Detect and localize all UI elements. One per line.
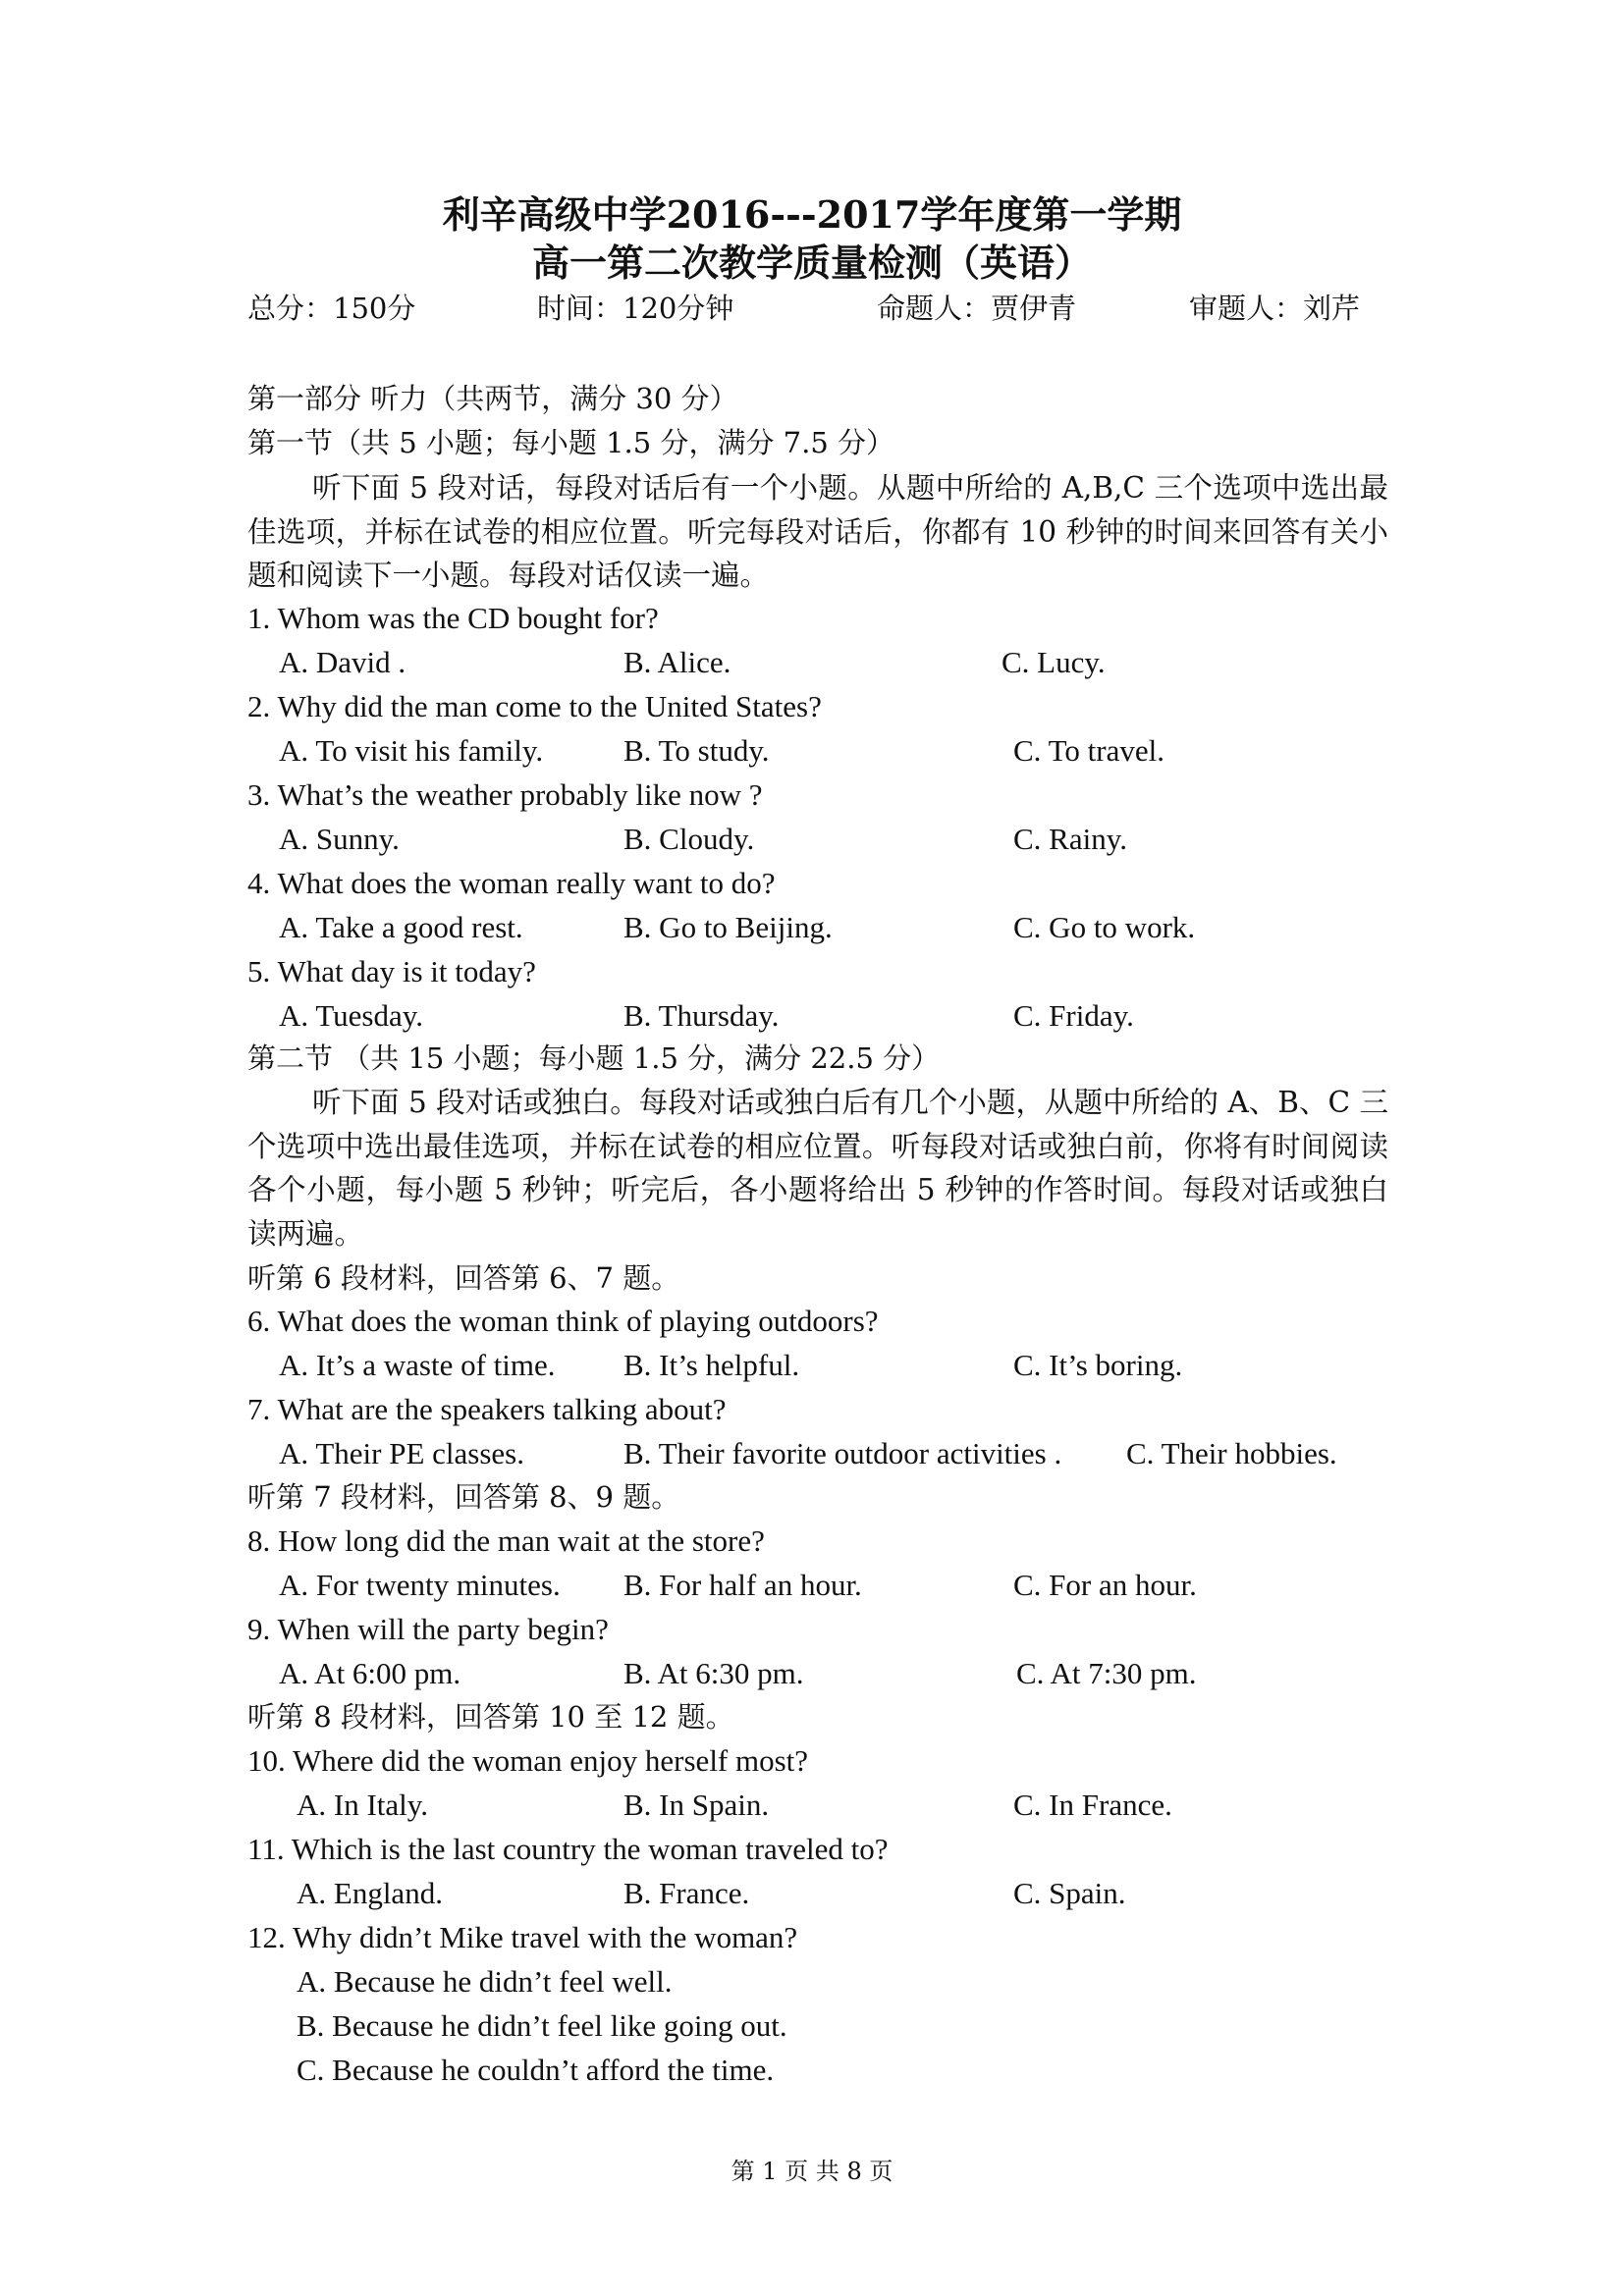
option-1c: C. Lucy. xyxy=(1001,645,1106,679)
question-6: 6. What does the woman think of playing outdoors? xyxy=(247,1304,879,1338)
part1-heading: 第一部分 听力（共两节，满分 30 分） xyxy=(247,382,738,415)
option-10a: A. In Italy. xyxy=(297,1788,429,1822)
option-5a: A. Tuesday. xyxy=(279,998,423,1033)
option-6c: C. It’s boring. xyxy=(1013,1348,1183,1382)
question-11: 11. Which is the last country the woman traveled to? xyxy=(247,1832,889,1866)
exam-title-line2: 高一第二次教学质量检测（英语） xyxy=(531,240,1092,285)
option-9b: B. At 6:30 pm. xyxy=(623,1656,804,1690)
section1-heading: 第一节（共 5 小题；每小题 1.5 分，满分 7.5 分） xyxy=(247,426,895,459)
option-1b: B. Alice. xyxy=(623,645,731,679)
option-4b: B. Go to Beijing. xyxy=(623,910,833,944)
option-10c: C. In France. xyxy=(1013,1788,1172,1822)
option-11c: C. Spain. xyxy=(1013,1876,1126,1910)
option-8b: B. For half an hour. xyxy=(623,1568,862,1602)
option-5b: B. Thursday. xyxy=(623,998,780,1033)
page-number: 第 1 页 共 8 页 xyxy=(731,2158,893,2185)
total-score: 总分：150分 xyxy=(247,292,416,325)
option-7c: C. Their hobbies. xyxy=(1126,1436,1337,1470)
question-setter: 命题人：贾伊青 xyxy=(877,292,1077,325)
option-4c: C. Go to work. xyxy=(1013,910,1196,944)
option-3a: A. Sunny. xyxy=(279,822,400,856)
question-9: 9. When will the party begin? xyxy=(247,1612,609,1646)
option-12c: C. Because he couldn’t afford the time. xyxy=(297,2053,775,2087)
option-10b: B. In Spain. xyxy=(623,1788,770,1822)
option-8c: C. For an hour. xyxy=(1013,1568,1197,1602)
option-7b: B. Their favorite outdoor activities . xyxy=(623,1436,1062,1470)
section1-instructions: 听下面 5 段对话，每段对话后有一个小题。从题中所给的 A,B,C 三个选项中选出最佳选项，并标在试卷的相应位置。听完每段对话后，你都有 10 秒钟的时间来回答有关小题和阅读下一小题。每段对话仅读一遍。 xyxy=(247,471,1388,592)
question-2: 2. Why did the man come to the United States? xyxy=(247,689,822,723)
question-1: 1. Whom was the CD bought for? xyxy=(247,601,659,635)
option-1a: A. David . xyxy=(279,645,406,679)
question-8: 8. How long did the man wait at the store? xyxy=(247,1523,765,1558)
option-9c: C. At 7:30 pm. xyxy=(1016,1656,1197,1690)
option-4a: A. Take a good rest. xyxy=(279,910,523,944)
option-12b: B. Because he didn’t feel like going out. xyxy=(297,2008,787,2043)
option-12a: A. Because he didn’t feel well. xyxy=(297,1964,673,1999)
option-8a: A. For twenty minutes. xyxy=(279,1568,561,1602)
option-2b: B. To study. xyxy=(623,733,770,768)
material-6-heading: 听第 6 段材料，回答第 6、7 题。 xyxy=(247,1261,680,1295)
option-2c: C. To travel. xyxy=(1013,733,1164,768)
section2-instructions: 听下面 5 段对话或独白。每段对话或独白后有几个小题，从题中所给的 A、B、C 三个选项中选出最佳选项，并标在试卷的相应位置。听每段对话或独白前，你将有时间阅读各个小题，每小题 5 秒钟；听完后，各小题将给出 5 秒钟的作答时间。每段对话或独白读两遍。 xyxy=(247,1086,1388,1251)
question-3: 3. What’s the weather probably like now ? xyxy=(247,777,763,812)
option-5c: C. Friday. xyxy=(1013,998,1134,1033)
option-9a: A. At 6:00 pm. xyxy=(279,1656,461,1690)
option-3c: C. Rainy. xyxy=(1013,822,1127,856)
option-7a: A. Their PE classes. xyxy=(279,1436,524,1470)
option-11b: B. France. xyxy=(623,1876,750,1910)
material-8-heading: 听第 8 段材料，回答第 10 至 12 题。 xyxy=(247,1700,734,1734)
exam-title-line1: 利辛高级中学2016---2017学年度第一学期 xyxy=(442,192,1182,237)
question-10: 10. Where did the woman enjoy herself most? xyxy=(247,1743,809,1778)
question-5: 5. What day is it today? xyxy=(247,954,536,988)
material-7-heading: 听第 7 段材料，回答第 8、9 题。 xyxy=(247,1480,680,1514)
question-12: 12. Why didn’t Mike travel with the woman? xyxy=(247,1920,798,1954)
option-11a: A. England. xyxy=(297,1876,443,1910)
option-3b: B. Cloudy. xyxy=(623,822,755,856)
section2-heading: 第二节 （共 15 小题；每小题 1.5 分，满分 22.5 分） xyxy=(247,1041,941,1075)
option-6b: B. It’s helpful. xyxy=(623,1348,800,1382)
question-reviewer: 审题人：刘芹 xyxy=(1189,292,1361,325)
option-6a: A. It’s a waste of time. xyxy=(279,1348,556,1382)
option-2a: A. To visit his family. xyxy=(279,733,544,768)
question-4: 4. What does the woman really want to do? xyxy=(247,866,776,900)
question-7: 7. What are the speakers talking about? xyxy=(247,1392,727,1426)
exam-time: 时间：120分钟 xyxy=(537,292,734,325)
